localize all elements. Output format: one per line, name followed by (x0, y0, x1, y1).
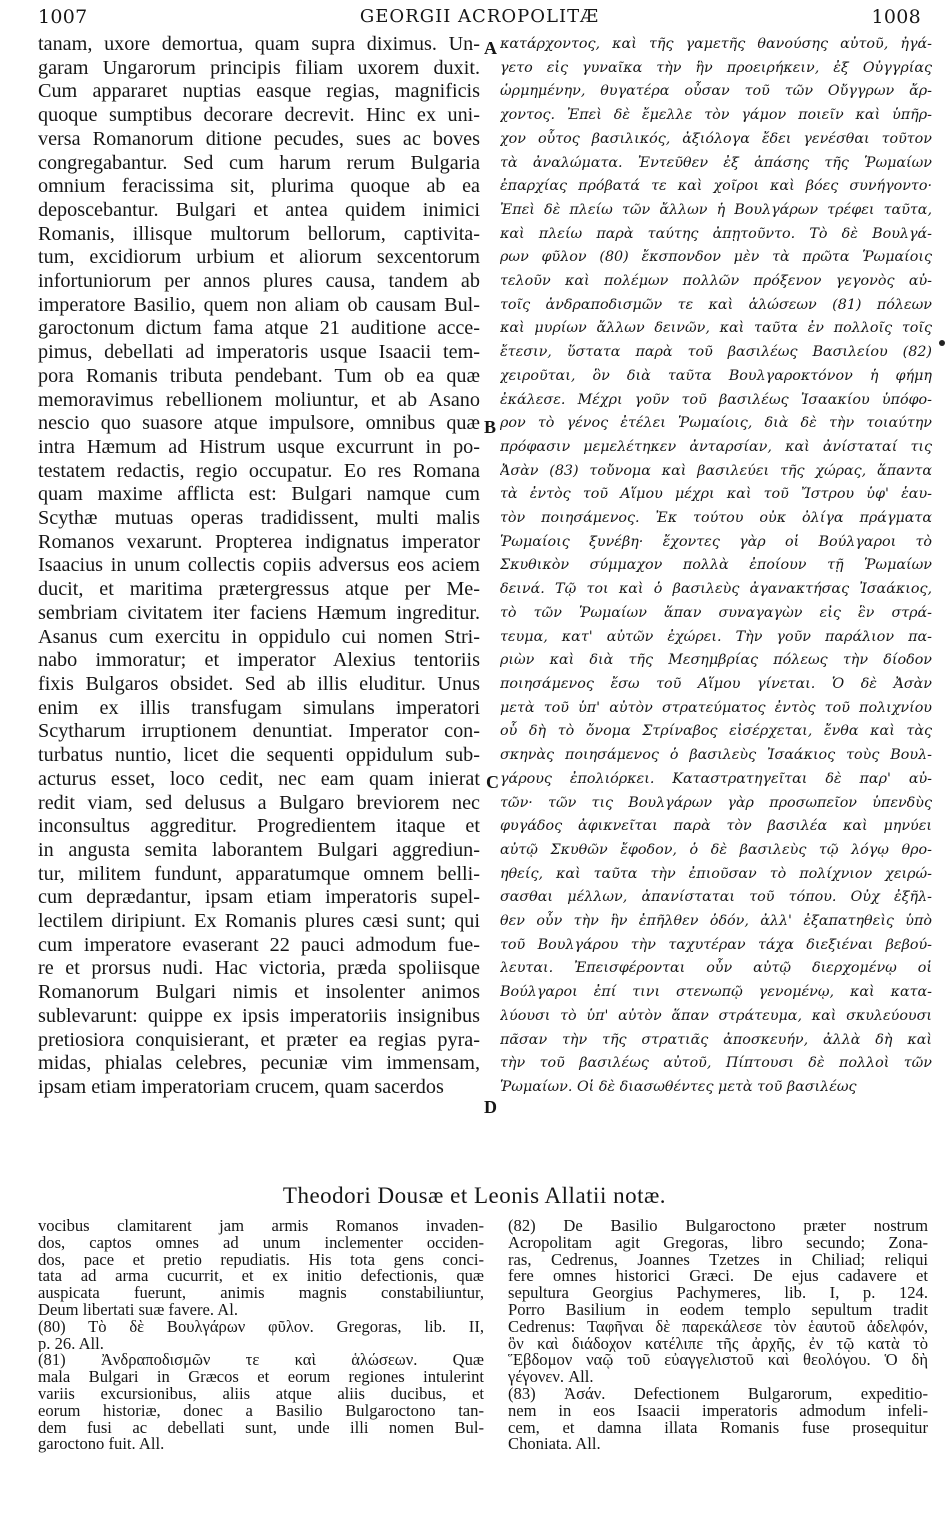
latin-text-line: intra Hæmum ad Histrum usque excurrunt in po- (38, 435, 480, 458)
note-line: dem fusi ac debellati sunt, unde illi nomen Bul- (38, 1419, 484, 1437)
greek-text-line: Βούλγαροι ἐπί τινι στενωπῷ γενομένῳ, καὶ κατα- (500, 984, 932, 1001)
ink-mark (939, 340, 945, 346)
margin-letter-d: D (484, 1097, 497, 1117)
latin-text-line: midas, phialas celebres, pecuniæ vim immensam, (38, 1052, 480, 1075)
latin-text-line: pora Romanis tributa pendebant. Tum ob ea quæ (38, 364, 480, 387)
greek-text-line: κατάρχοντος, καὶ τῆς γαμετῆς θανούσης αὐτοῦ, ἠγά- (500, 36, 932, 52)
margin-letter-a: A (484, 38, 497, 58)
note-line: auspicata fuerunt, animis magnis constabiliuntur, (38, 1285, 484, 1302)
greek-text-line: λύουσι τὸ ὑπ' αὐτὸν ἅπαν στράτευμα, καὶ σκυλεύουσι (500, 1007, 932, 1024)
notes-heading: Theodori Dousæ et Leonis Allatii notæ. (282, 1183, 667, 1208)
greek-text-line: τὰ ἀναλώματα. Ἐντεῦθεν ἐξ ἁπάσης τῆς Ῥωμαίων (500, 154, 932, 171)
note-line: eorum historiæ, donec a Basilio Bulgaroctono tan- (38, 1402, 484, 1420)
latin-text-line: redit viam, sed delusus a Bulgaro breviorem nec (38, 791, 480, 814)
greek-text-line: ρων φῦλον (80) ἔκσπονδον μὲν τὰ πρῶτα Ῥωμαίοις (500, 249, 932, 266)
greek-text-line: ἐπαρχίας πρόβατά τε καὶ χοῖροι καὶ βόες συνήγοντο· (500, 178, 932, 195)
greek-text-line: τὸ τῶν Ῥωμαίων ἅπαν συναγαγὼν εἰς ἓν στρά- (500, 604, 932, 621)
greek-text-line: ποιησάμενος ἔσω τοῦ Αἵμου γίνεται. Ὁ δὲ Ἀσὰν (500, 675, 932, 692)
greek-text-line: γετο εἰς γυναῖκα τὴν ἣν προειρήκειν, ἐξ Οὐγγρίας (500, 59, 932, 76)
latin-text-line: testatem redactis, regio occupatur. Eo res Romana (38, 459, 480, 482)
note-line: fere omnes historici Græci. De ejus cadavere et (508, 1268, 928, 1286)
latin-text-line: fixis Bulgaros obsidet. Sed ab illis eluditur. Unus (38, 672, 480, 695)
note-line: mala Bulgari in Græcos et eorum regiones intulerint (38, 1369, 484, 1386)
latin-text-line: lectilem diripiunt. Ex Romanis plures cæsi sunt; qui (38, 910, 480, 933)
latin-text-line: Romanorum Bulgari nimis et insolenter animos (38, 981, 480, 1004)
greek-text-line: καὶ πλείω παρὰ ταύτης ἀπῃτοῦντο. Τὸ δὲ Βουλγά- (500, 225, 932, 242)
latin-text-line: pretiosiora conquisierant, et præter ea regias pyra- (38, 1028, 480, 1051)
note-line: Porro Basilium in eodem templo sepultum tradit (508, 1301, 928, 1319)
latin-text-line: Romanis, illisque multorum bellorum, captivita- (38, 222, 480, 245)
latin-text-line: Cum appararet nuptias easque regias, magnificis (38, 80, 480, 103)
greek-text-line: Ῥωμαίοις ξυνέβη· ἔχοντες γὰρ οἱ Βούλγαροι τὸ (500, 533, 932, 550)
note-line: cem, et damna illata Romanis fuse prosequitur (508, 1419, 928, 1437)
latin-text-line: deposcebantur. Bulgari et antea quidem inimici (38, 198, 480, 221)
latin-text-line: infortuniorum per annos plures causa, tandem ab (38, 270, 480, 293)
greek-text-line: γάρους ἐπολιόρκει. Καταστρατηγεῖται δὲ παρ' αὐ- (500, 770, 932, 787)
greek-text-line: καὶ μυρίων ἄλλων δεινῶν, καὶ ταῦτα ἐν πολλοῖς τοῖς (500, 320, 932, 337)
note-line: Deum libertati suæ favere. Al. (38, 1301, 238, 1319)
note-line: nem in eos Isaacii imperatoris admodum infeli- (508, 1402, 928, 1420)
latin-text-line: congregabantur. Sed cum harum rerum Bulgaria (38, 151, 480, 174)
note-line: (83) Ἀσάν. Defectionem Bulgarorum, expeditio- (508, 1385, 928, 1403)
latin-text-line: versa Romanorum ditione pecudes, sues ac boves (38, 127, 480, 150)
greek-text-line: ἐκάλεσε. Μέχρι γοῦν τοῦ βασιλέως Ἰσαακίου ὑπόφο- (500, 391, 932, 408)
latin-column (38, 33, 480, 1100)
latin-text-line: cum imperatore evaserant 22 pauci admodum fue- (38, 933, 480, 956)
greek-column (500, 33, 932, 1100)
greek-text-line: δεινά. Τῷ τοι καὶ ὁ βασιλεὺς ἀγανακτήσας Ἰσαάκιος, (500, 581, 932, 598)
latin-text-line: acturus esset, loco cedit, nec eam quam inierat (38, 767, 480, 790)
greek-text-line: πρόφασιν μεμελέτηκεν ἀνταρσίαν, καὶ ἀνίσταταί τις (500, 438, 932, 455)
greek-text-line: ρον τὸ γένος ἐτέλει Ῥωμαίοις, διὰ δὲ τὴν τοιαύτην (500, 415, 932, 432)
greek-text-line: τοῖς ἀνδραποδισμῶν τε καὶ ἁλώσεων (81) πόλεων (500, 296, 932, 313)
latin-text-line: ducit, et maritima prætergressus atque per Me- (38, 578, 480, 601)
latin-text-line: Isaacius in unum collectis copiis adversus eos aciem (38, 554, 480, 577)
note-line: (81) Ἀνδραποδισμῶν τε καὶ ἁλώσεων. Quæ (38, 1352, 484, 1370)
note-line: variis excursionibus, aliis atque aliis ducibus, et (38, 1385, 484, 1403)
latin-text-line: in angusta semita laborantem Bulgari aggrediun- (38, 838, 480, 861)
latin-text-line: nabo immoratur; et imperator Alexius tentoriis (38, 649, 480, 672)
greek-text-line: φυγάδος ἀφικνεῖται παρὰ τὸν βασιλέα καὶ μηνύει (500, 818, 932, 835)
note-line: dos, pace et pretio repudiatis. His tota gens conci- (38, 1251, 484, 1269)
latin-text-line: Romanos vexarunt. Propterea indignatus imperator (38, 530, 480, 553)
greek-text-line: χειροῦται, ὃν διὰ ταῦτα Βουλγαροκτόνον ἡ φήμη (500, 367, 932, 384)
note-line: sepultura Georgius Pachymeres, lib. I, p. 124. (508, 1285, 928, 1302)
notes-right-column (508, 1218, 928, 1453)
latin-text-line: nescio quo suasore atque impulsore, omnibus quæ (38, 412, 480, 435)
greek-text-line: ὡρμημένην, θυγατέρα οὖσαν τοῦ τῶν Οὔγγρων ἄρ- (500, 83, 932, 100)
greek-text-line: τευμα, κατ' αὐτῶν ἐχώρει. Τὴν γοῦν παράλιον πα- (500, 628, 932, 645)
latin-text-line: sublevarunt: quippe ex ipsis imperatoriis insignibus (38, 1004, 480, 1027)
note-line: tata ad arma cucurrit, et ex initio defectionis, quæ (38, 1268, 484, 1286)
note-line: Acropolitam agit Gregoras, libro secundo; Zona- (508, 1234, 928, 1252)
latin-text-line: tum, excidiorum urbium et aliorum sexcentorum (38, 246, 480, 269)
page-number-right: 1008 (871, 6, 921, 28)
page-number-left: 1007 (38, 6, 88, 28)
margin-letter-b: B (484, 417, 497, 437)
greek-text-line: τῶν· τῶν τις Βουλγάρων γὰρ προσωπεῖον ὑπενδὺς (500, 794, 932, 811)
note-line: vocibus clamitarent jam armis Romanos invaden- (38, 1218, 484, 1235)
latin-text-line: memoravimus rebellionem moliuntur, et ab Asano (38, 388, 480, 411)
latin-text-line: cum deprædantur, ipsam etiam imperatoris supel- (38, 886, 480, 909)
greek-text-line: θεν οὖν τὴν ἣν ἐπῆλθεν ὁδόν, ἀλλ' ἐξαπατηθεὶς ὑπὸ (500, 913, 932, 930)
greek-text-line: Ἐπεὶ δὲ πλείω τῶν ἄλλων ἡ Βουλγάρων τρέφει ταῦτα, (500, 201, 932, 218)
note-line: γέγονεν. All. (508, 1369, 594, 1386)
latin-text-line: Scythæ mutuas operas tradidissent, multi malis (38, 507, 480, 530)
note-line: Choniata. All. (508, 1436, 601, 1454)
greek-text-line: μετὰ τοῦ ὑπ' αὐτὸν στρατεύματος ἐντὸς τοῦ πολιχνίου (500, 699, 932, 716)
margin-letter-c: C (486, 772, 499, 792)
latin-text-line: sembriam civitatem iter faciens Hæmum ingreditur. (38, 601, 480, 624)
latin-text-line: garam Ungarorum principis filiam uxorem duxit. (38, 56, 480, 79)
greek-text-line: ἔτεσιν, ὕστατα παρὰ τοῦ βασιλέως Βασιλείου (82) (500, 344, 932, 361)
greek-text-line: ριὼν καὶ διὰ τῆς Μεσημβρίας πόλεως τὴν δίοδον (500, 652, 932, 669)
note-line: garoctono fuit. All. (38, 1436, 165, 1454)
note-line: ὃν καὶ διάδοχον κατέλιπε τῆς ἀρχῆς, ἐν τῷ κατὰ τὸ (508, 1335, 928, 1353)
latin-text-line: garoctonum dictum fama atque 21 auditione acce- (38, 317, 480, 340)
latin-text-line: Asanus cum exercitu in oppidulo cui nomen Stri- (38, 625, 480, 648)
greek-text-line: ηθείς, καὶ ταῦτα τὴν ἐπιοῦσαν τὸ πολίχνιον χειρώ- (500, 865, 932, 882)
latin-text-line: imperatore Basilio, quem non aliam ob causam Bul- (38, 293, 480, 316)
greek-text-line: Σκυθικὸν σύμμαχον πολλὰ ἐποίουν τῇ Ῥωμαίων (500, 557, 932, 574)
greek-text-line: αὐτῷ Σκυθῶν ἔφοδον, ὁ δὲ βασιλεὺς τῷ λόγῳ θρο- (500, 841, 932, 858)
note-line: Ἕβδομον ναῷ τοῦ εὐαγγελιστοῦ καὶ θεολόγου. Ὁ δὴ (508, 1352, 928, 1370)
latin-text-line: re et prorsus nudi. Hac victoria, præda spoliisque (38, 957, 480, 980)
greek-text-line: τοῦ Βουλγάρου τὴν ταχυτέραν τάχα διεξιέναι βεβού- (500, 936, 932, 953)
note-line: ras, Cedrenus, Joannes Tzetzes in Chiliad; reliqui (508, 1251, 928, 1269)
note-line: p. 26. All. (38, 1335, 104, 1353)
notes-left-column (38, 1218, 484, 1453)
latin-text-line: pimus, debellati ad imperatoris usque Isaacii tem- (38, 341, 480, 364)
latin-text-line: inconsultus aggreditur. Progredientem itaque et (38, 815, 480, 838)
greek-text-line: σκηνὰς ποιησάμενος ὁ βασιλεὺς Ἰσαάκιος τοὺς Βουλ- (500, 747, 932, 764)
note-line: Cedrenus: Ταφῆναι δὲ παρεκάλεσε τὸν ἑαυτοῦ ἀδελφόν, (508, 1318, 928, 1336)
greek-text-line: τελοῦν καὶ πολέμων πολλῶν πρόξενον γεγονὸς αὐ- (500, 273, 932, 290)
latin-text-line: turbatus nuntio, licet die sequenti oppidulum sub- (38, 744, 480, 767)
greek-text-line: Ῥωμαίων. Οἱ δὲ διασωθέντες μετὰ τοῦ βασιλέως (500, 1078, 857, 1095)
greek-text-line: οὗ δὴ τὸ ὄνομα Στρίναβος εἰσέρχεται, ἔνθα καὶ τὰς (500, 723, 932, 740)
greek-text-line: τὴν τοῦ βασιλέως αὐτοῦ, Πίπτουσι δὲ πολλοὶ τῶν (500, 1055, 932, 1072)
latin-text-line: quoque sumptibus decorare decrevit. Hinc ex uni- (38, 104, 480, 127)
note-line: (80) Τὸ δὲ Βουλγάρων φῦλον. Gregoras, lib. II, (38, 1318, 484, 1336)
greek-text-line: Ἀσὰν (83) τοὔνομα καὶ βασιλεύει τῆς χώρας, ἅπαντα (500, 462, 932, 479)
latin-text-line: tur, militem fundunt, apparatumque omnem belli- (38, 862, 480, 885)
running-title: GEORGII ACROPOLITÆ (359, 6, 600, 27)
latin-text-line: enim ex illis transfugam simulans imperatori (38, 696, 480, 719)
greek-text-line: τὸν ποιησάμενος. Ἐκ τούτου οὐκ ὀλίγα πράγματα (500, 510, 932, 527)
note-line: dos, captos omnes ad unum inclementer occiden- (38, 1234, 484, 1252)
note-line: (82) De Basilio Bulgaroctono præter nostrum (508, 1218, 928, 1235)
greek-text-line: χον οὗτος βασιλικός, ἀξιόλογα ἔδει γενέσθαι τοῦτον (500, 130, 932, 147)
running-header (38, 6, 921, 34)
latin-text-line: tanam, uxore demortua, quam supra diximus. Un- (38, 33, 480, 55)
greek-text-line: πᾶσαν τὴν τῆς στρατιᾶς ἀποσκευήν, ἀλλὰ δὴ καὶ (500, 1031, 932, 1048)
greek-text-line: σασθαι μέλλων, ἀπανίσταται τοῦ τόπου. Οὐχ ἐξῆλ- (500, 889, 932, 906)
greek-text-line: χοντος. Ἐπεὶ δὲ ἔμελλε τὸν γάμον ποιεῖν καὶ ὑπῆρ- (500, 107, 932, 124)
greek-text-line: τὰ ἐντὸς τοῦ Αἵμου μέχρι καὶ τοῦ Ἴστρου ὑφ' ἑαυ- (500, 486, 932, 503)
greek-text-line: λευται. Ἐπεισφέρονται οὖν αὐτῷ διερχομένῳ οἱ (500, 960, 932, 977)
latin-text-line: ipsam etiam imperatoriam crucem, quam sacerdos (38, 1075, 444, 1098)
latin-text-line: Scytharum irruptionem denuntiat. Imperator con- (38, 720, 480, 743)
latin-text-line: omnium feracissima sit, plurima quoque ab ea (38, 175, 480, 198)
latin-text-line: quam maxime afflicta est: Bulgari namque cum (38, 483, 480, 506)
